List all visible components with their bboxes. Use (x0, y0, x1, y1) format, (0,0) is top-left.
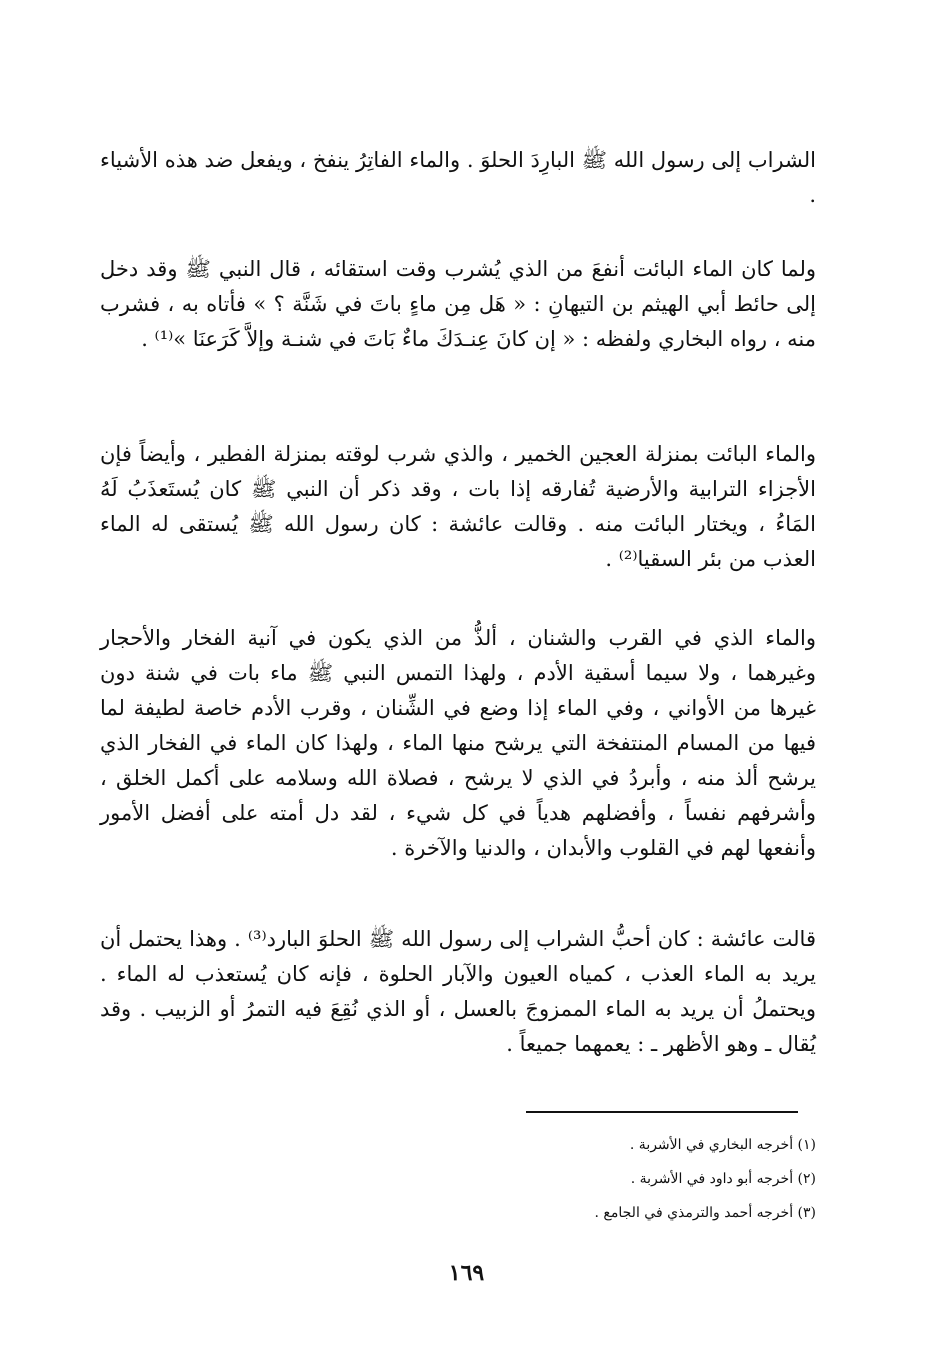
page-number: ١٦٩ (448, 1260, 485, 1286)
footnote: (٢) أخرجه أبو داود في الأشربة . (630, 1171, 816, 1187)
footnote-divider (526, 1111, 798, 1113)
paragraph: والماء البائت بمنزلة العجين الخمير ، والذي شرب لوقته بمنزلة الفطير ، وأيضاً فإن الأجزاء الترابية والأرضية تُفارقه إذا بات ، وقد ذكر أن النبي ﷺ كان يُستَعذَبُ لَهُ المَاءُ ، ويختار البائت منه . وقالت عائشة : كان رسول الله ﷺ يُستقى له الماء العذب من بئر السقيا⁽²⁾ . (100, 442, 816, 571)
paragraph: ولما كان الماء البائت أنفعَ من الذي يُشرب وقت استقائه ، قال النبي ﷺ وقد دخل إلى حائط أبي الهيثم بن التيهانِ : « هَل مِن ماءٍ باتَ في شَنَّة ؟ » فأتاه به ، فشرب منه ، رواه البخاري ولفظه : « إن كانَ عِنـدَكَ ماءٌ بَاتَ في شنـة وإلاَّ كَرَعنَا »⁽¹⁾ . (100, 257, 816, 351)
paragraph: والماء الذي في القرب والشنان ، ألذُّ من الذي يكون في آنية الفخار والأحجار وغيرهما ، ولا سيما أسقية الأدم ، ولهذا التمس النبي ﷺ ماء بات في شنة دون غيرها من الأواني ، وفي الماء إذا وضع في الشِّنان ، وقرب الأدم خاصة لطيفة لما فيها من المسام المنتفخة التي يرشح منها الماء ، ولهذا كان الماء في الفخار الذي يرشح ألذ منه ، وأبردُ في الذي لا يرشح ، فصلاة الله وسلامه على أكمل الخلق ، وأشرفهم نفساً ، وأفضلهم هدياً في كل شيء ، لقد دل أمته على أفضل الأمور وأنفعها لهم في القلوب والأبدان ، والدنيا والآخرة . (100, 626, 816, 860)
footnotes (100, 1128, 816, 1230)
footnote: (٣) أخرجه أحمد والترمذي في الجامع . (594, 1205, 816, 1221)
footnote: (١) أخرجه البخاري في الأشربة . (629, 1137, 816, 1153)
paragraph: قالت عائشة : كان أحبُّ الشراب إلى رسول الله ﷺ الحلوَ البارد⁽³⁾ . وهذا يحتمل أن يريد به الماء العذب ، كمياه العيون والآبار الحلوة ، فإنه كان يُستعذب له الماء . ويحتملُ أن يريد به الماء الممزوجَ بالعسل ، أو الذي نُقِعَ فيه التمرُ أو الزبيب . وقد يُقال ـ وهو الأظهر ـ : يعمهما جميعاً . (100, 927, 816, 1056)
paragraph: الشراب إلى رسول الله ﷺ البارِدَ الحلوَ . والماء الفاتِرُ ينفخ ، ويفعل ضد هذه الأشياء . (100, 148, 816, 207)
